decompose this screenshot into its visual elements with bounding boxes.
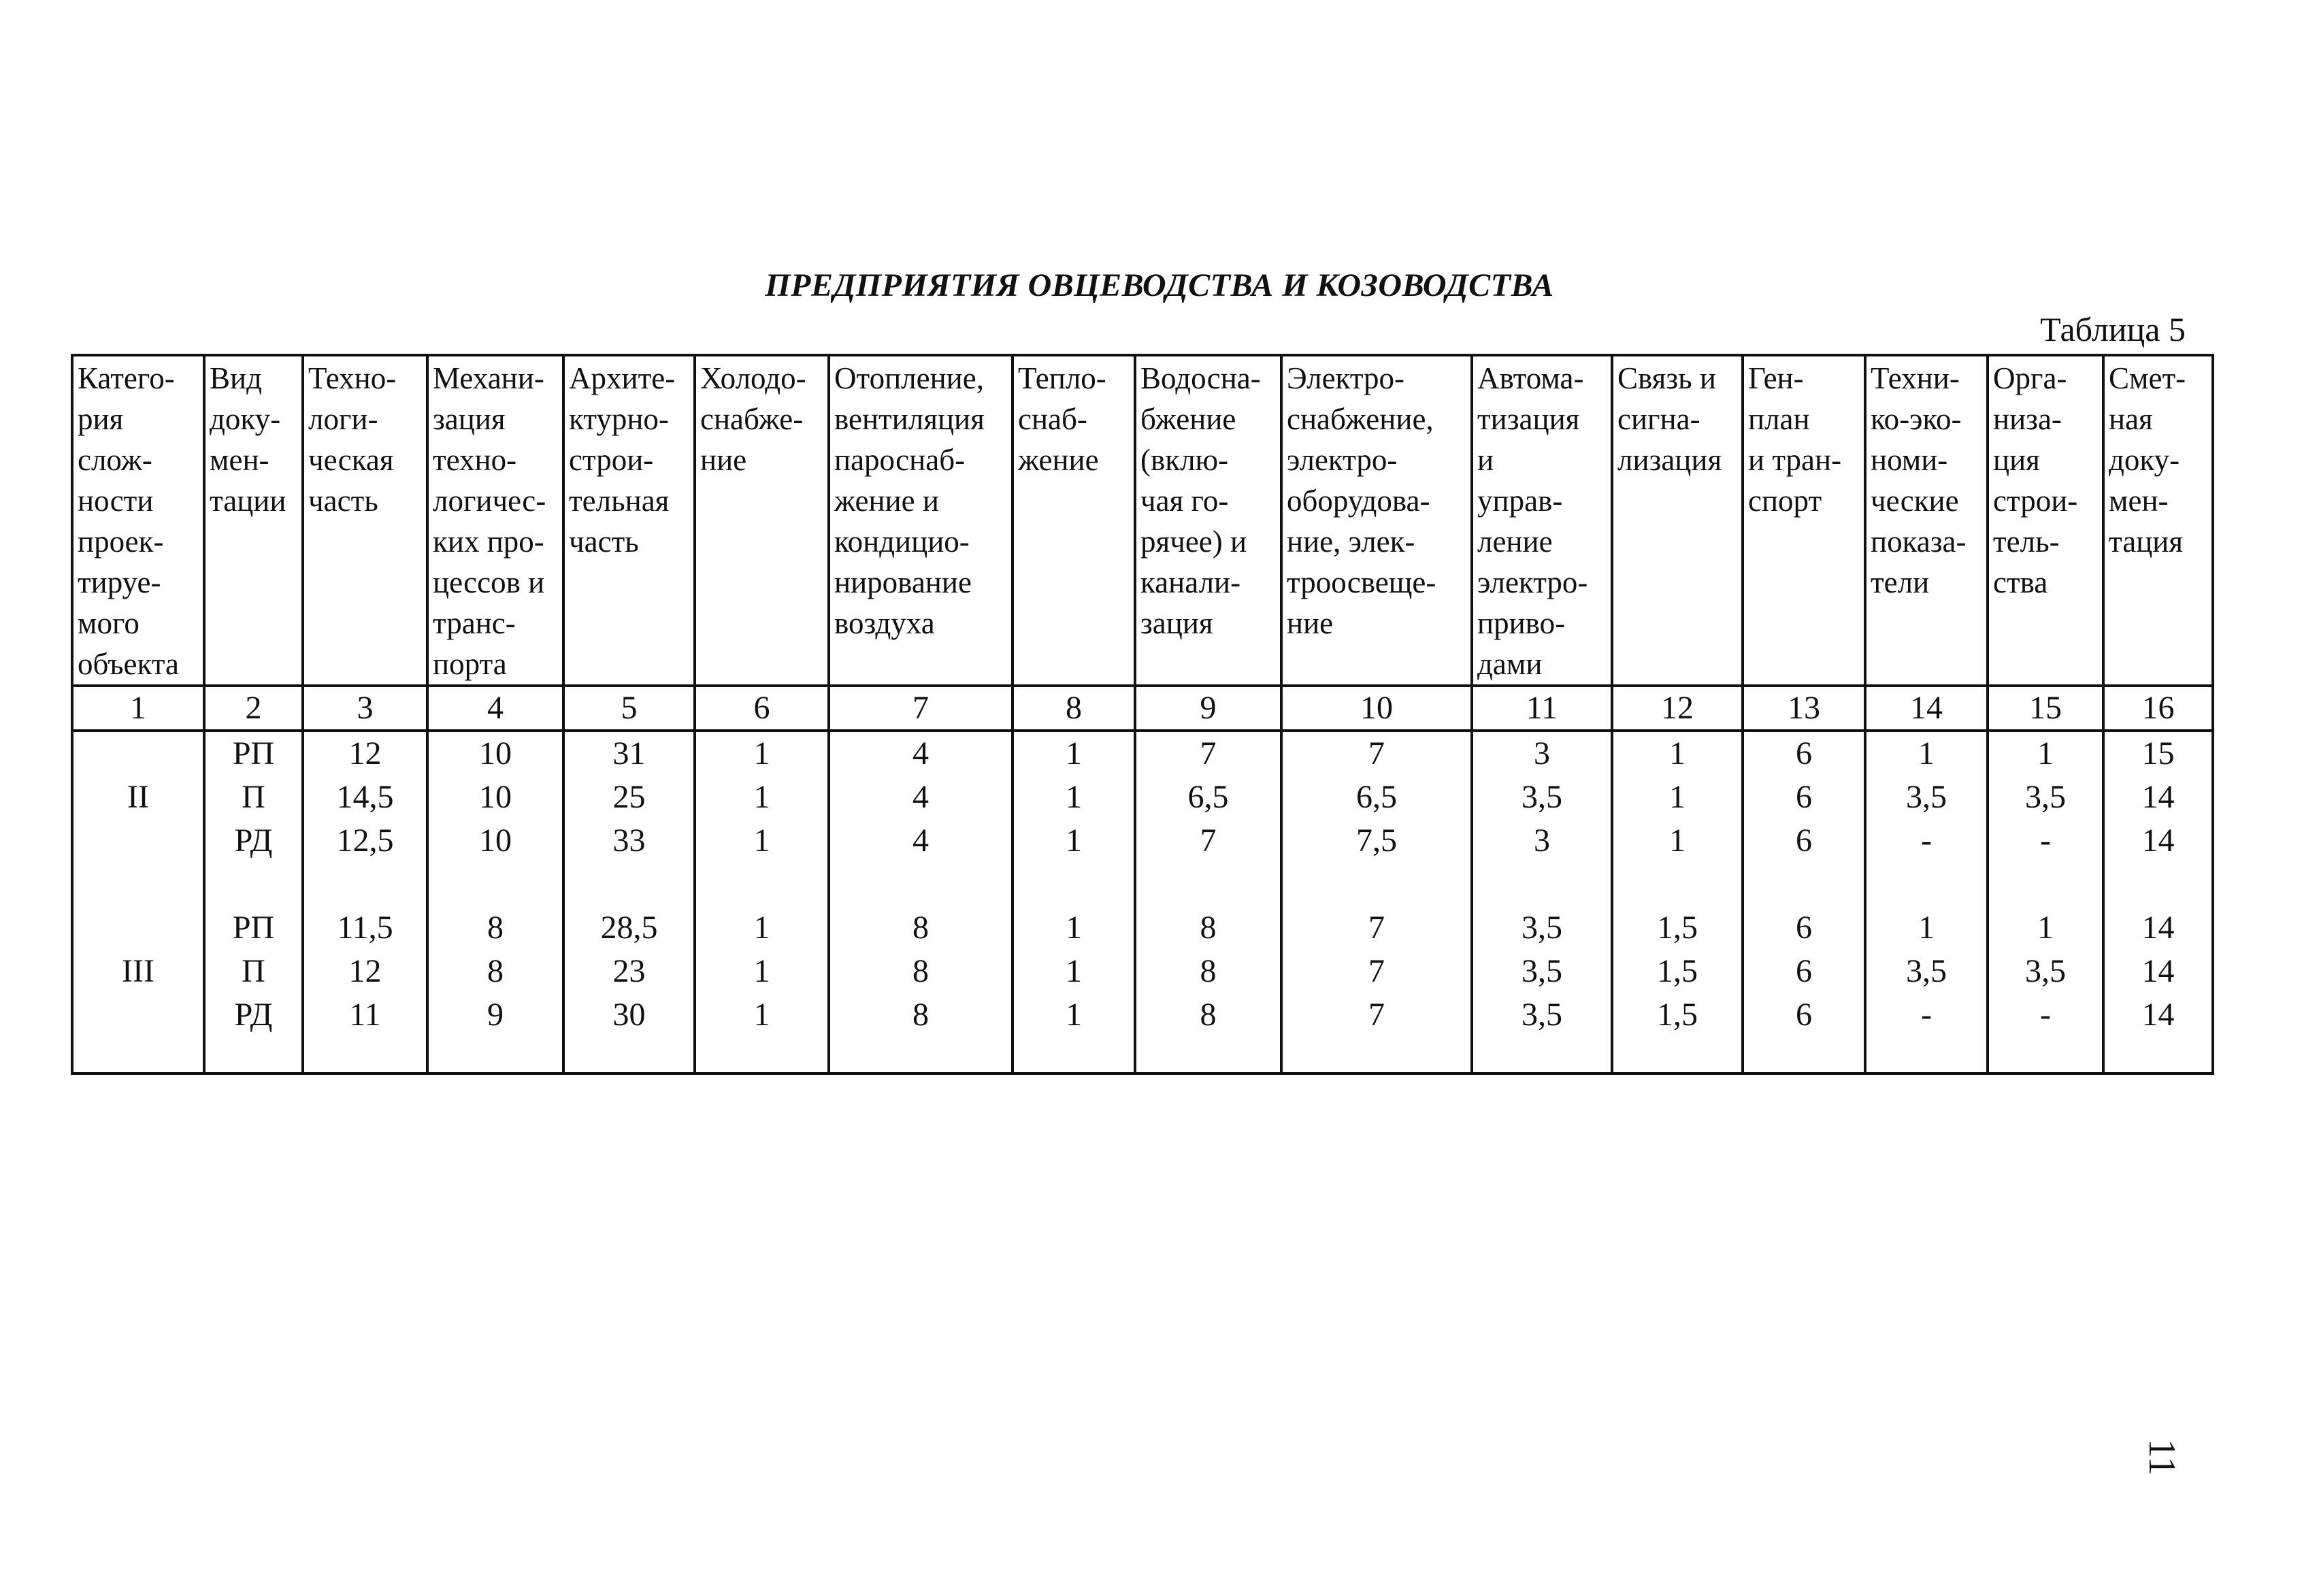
column-header-line: и — [1477, 443, 1494, 477]
column-header-line: Водосна- — [1140, 361, 1261, 395]
column-header-line: номи- — [1871, 443, 1948, 477]
column-header-line: ства — [1993, 565, 2048, 599]
category-label — [73, 819, 203, 863]
value-column-6 — [695, 731, 829, 1074]
table-cell: 1 — [1066, 735, 1082, 771]
column-header-line: логи- — [308, 402, 378, 436]
column-header-line: проек- — [78, 525, 164, 559]
table-cell: 1 — [753, 997, 770, 1033]
table-cell: РД — [234, 997, 273, 1033]
column-header-12 — [1612, 355, 1743, 686]
column-header-line: тируе- — [78, 565, 161, 599]
group-spacer — [1613, 863, 1741, 906]
table-cell: 10 — [479, 822, 512, 859]
column-header-line: Отопление, — [834, 361, 984, 395]
category-label — [73, 993, 203, 1037]
table-cell: 10 — [479, 779, 512, 815]
column-header-line: спорт — [1748, 484, 1822, 518]
table-cell: 1,5 — [1657, 953, 1698, 989]
table-cell: 3,5 — [1906, 779, 1947, 815]
column-header-line: канали- — [1140, 565, 1241, 599]
table-cell: 1 — [1066, 953, 1082, 989]
table-cell: 6,5 — [1187, 779, 1229, 815]
table-cell: 14 — [2141, 910, 2175, 946]
column-header-line: низа- — [1993, 402, 2062, 436]
table-cell: 8 — [912, 910, 929, 946]
table-cell: 1 — [1066, 910, 1082, 946]
column-header-line: ческие — [1871, 484, 1959, 518]
table-cell: 1 — [753, 822, 770, 859]
column-header-2 — [204, 355, 303, 686]
column-header-line: нирование — [834, 565, 972, 599]
column-header-line: оборудова- — [1287, 484, 1430, 518]
table-cell: - — [1921, 997, 1932, 1033]
column-header-10 — [1281, 355, 1472, 686]
column-header-16 — [2103, 355, 2213, 686]
category-label: II — [127, 779, 149, 815]
table-cell: 7 — [1200, 822, 1217, 859]
table-cell: 1 — [753, 735, 770, 771]
table-cell: 3,5 — [1522, 953, 1562, 989]
column-header-line: ление — [1477, 525, 1553, 559]
value-column-4 — [427, 731, 563, 1074]
column-header-line: электро- — [1477, 565, 1588, 599]
table-cell: 6,5 — [1356, 779, 1397, 815]
value-column-8 — [1013, 731, 1135, 1074]
table-cell: 4 — [912, 735, 929, 771]
group-spacer — [2105, 863, 2211, 906]
table-cell: 14 — [2141, 953, 2175, 989]
column-header-line: пароснаб- — [834, 443, 966, 477]
column-header-line: Вид — [210, 361, 262, 395]
column-header-5 — [563, 355, 695, 686]
column-header-line: тация — [2109, 525, 2184, 559]
table-cell: 1 — [2037, 735, 2054, 771]
data-table — [71, 354, 2214, 1075]
column-header-line: строи- — [569, 443, 654, 477]
table-cell: 7 — [1200, 735, 1217, 771]
table-cell: - — [1921, 822, 1932, 859]
group-spacer — [1136, 863, 1280, 906]
table-cell: 7 — [1368, 953, 1385, 989]
table-cell: 30 — [612, 997, 646, 1033]
category-label — [73, 732, 203, 776]
column-header-line: Орга- — [1993, 361, 2067, 395]
column-header-line: Связь и — [1617, 361, 1716, 395]
table-cell: - — [2040, 822, 2051, 859]
table-cell: 15 — [2141, 735, 2175, 771]
column-header-line: показа- — [1871, 525, 1967, 559]
table-cell: 1 — [1669, 735, 1685, 771]
table-cell: 1 — [1066, 779, 1082, 815]
value-column-12 — [1612, 731, 1743, 1074]
column-header-line: снабже- — [700, 402, 804, 436]
column-number-2: 2 — [204, 686, 303, 731]
column-header-line: рячее) и — [1140, 525, 1247, 559]
table-cell: 8 — [1200, 910, 1217, 946]
table-cell: 1 — [753, 910, 770, 946]
group-spacer — [304, 863, 426, 906]
column-header-line: Техни- — [1871, 361, 1960, 395]
table-cell: 3,5 — [2025, 779, 2066, 815]
column-header-line: объекта — [78, 647, 179, 681]
group-spacer — [1473, 863, 1611, 906]
column-header-line: Архите- — [569, 361, 676, 395]
column-header-line: Катего- — [78, 361, 175, 395]
group-spacer — [1866, 863, 1986, 906]
table-cell: 1 — [1918, 735, 1935, 771]
value-column-11 — [1472, 731, 1612, 1074]
table-cell: 1,5 — [1657, 910, 1698, 946]
table-cell: 25 — [612, 779, 646, 815]
column-header-15 — [1988, 355, 2103, 686]
group-spacer — [205, 863, 301, 906]
table-cell: 7 — [1368, 735, 1385, 771]
table-cell: РД — [234, 822, 273, 859]
column-header-line: управ- — [1477, 484, 1563, 518]
column-header-line: логичес- — [433, 484, 546, 518]
column-header-line: жение и — [834, 484, 939, 518]
table-cell: 8 — [1200, 953, 1217, 989]
category-label: III — [122, 953, 154, 989]
table-cell: 6 — [1796, 910, 1812, 946]
column-header-line: ческая — [308, 443, 394, 477]
table-cell: 4 — [912, 822, 929, 859]
column-number-11: 11 — [1472, 686, 1612, 731]
column-header-line: ние — [700, 443, 747, 477]
column-header-line: лизация — [1617, 443, 1722, 477]
value-column-16 — [2103, 731, 2213, 1074]
group-spacer — [696, 863, 827, 906]
table-cell: 7 — [1368, 997, 1385, 1033]
column-header-line: часть — [569, 525, 639, 559]
table-cell: 6 — [1796, 822, 1812, 859]
column-header-line: мого — [78, 606, 139, 640]
column-header-line: Техно- — [308, 361, 397, 395]
column-header-line: транс- — [433, 606, 516, 640]
column-header-3 — [303, 355, 427, 686]
column-header-line: бжение — [1140, 402, 1236, 436]
column-header-line: (вклю- — [1140, 443, 1229, 477]
value-column-14 — [1865, 731, 1988, 1074]
column-header-line: слож- — [78, 443, 152, 477]
value-column-10 — [1281, 731, 1472, 1074]
table-cell: 11 — [349, 997, 381, 1033]
table-cell: 3,5 — [1522, 997, 1562, 1033]
table-cell: 7 — [1368, 910, 1385, 946]
column-number-14: 14 — [1865, 686, 1988, 731]
table-cell: 1 — [1918, 910, 1935, 946]
table-cell: 28,5 — [600, 910, 658, 946]
column-header-line: строи- — [1993, 484, 2078, 518]
table-cell: 12 — [348, 735, 382, 771]
column-number-8: 8 — [1013, 686, 1135, 731]
page-number: 11 — [2140, 1439, 2183, 1476]
column-header-line: воздуха — [834, 606, 935, 640]
value-column-9 — [1135, 731, 1281, 1074]
group-spacer — [1283, 863, 1470, 906]
table-cell: 14 — [2141, 822, 2175, 859]
column-header-line: Электро- — [1287, 361, 1405, 395]
value-column-15 — [1988, 731, 2103, 1074]
page-title: ПРЕДПРИЯТИЯ ОВЦЕВОДСТВА И КОЗОВОДСТВА — [765, 267, 1554, 303]
table-cell: 3,5 — [1522, 910, 1562, 946]
group-spacer — [1989, 863, 2102, 906]
column-header-4 — [427, 355, 563, 686]
column-header-line: сигна- — [1617, 402, 1700, 436]
column-header-line: снабжение, — [1287, 402, 1434, 436]
column-header-line: кондицио- — [834, 525, 970, 559]
table-cell: 1 — [753, 953, 770, 989]
table-cell: 6 — [1796, 953, 1812, 989]
table-cell: 3,5 — [1522, 779, 1562, 815]
column-header-line: снаб- — [1018, 402, 1087, 436]
value-column-3 — [303, 731, 427, 1074]
table-cell: 1 — [753, 779, 770, 815]
column-number-1: 1 — [72, 686, 204, 731]
column-header-line: доку- — [2109, 443, 2180, 477]
column-header-line: Смет- — [2109, 361, 2186, 395]
table-cell: 1,5 — [1657, 997, 1698, 1033]
table-cell: 14 — [2141, 779, 2175, 815]
column-number-13: 13 — [1743, 686, 1865, 731]
column-number-7: 7 — [829, 686, 1013, 731]
category-label — [73, 906, 203, 950]
column-header-line: чая го- — [1140, 484, 1229, 518]
group-spacer — [73, 863, 203, 906]
column-header-6 — [695, 355, 829, 686]
column-header-line: план — [1748, 402, 1810, 436]
table-cell: 8 — [1200, 997, 1217, 1033]
table-cell: 9 — [487, 997, 504, 1033]
group-spacer — [830, 863, 1011, 906]
column-header-line: ности — [78, 484, 154, 518]
value-column-13 — [1743, 731, 1865, 1074]
column-header-line: ние, элек- — [1287, 525, 1415, 559]
column-header-line: цессов и — [433, 565, 545, 599]
table-cell: 33 — [612, 822, 646, 859]
table-cell: 8 — [912, 997, 929, 1033]
column-header-line: тель- — [1993, 525, 2060, 559]
column-header-line: ная — [2109, 402, 2153, 436]
column-header-9 — [1135, 355, 1281, 686]
table-cell: 6 — [1796, 997, 1812, 1033]
column-header-line: ких про- — [433, 525, 544, 559]
column-header-line: ко-эко- — [1871, 402, 1962, 436]
table-cell: П — [242, 953, 265, 989]
group-spacer — [565, 863, 693, 906]
group-spacer — [1744, 863, 1864, 906]
column-header-line: тели — [1871, 565, 1930, 599]
table-cell: 6 — [1796, 735, 1812, 771]
table-cell: 3 — [1534, 822, 1550, 859]
column-header-line: ние — [1287, 606, 1334, 640]
category-column — [72, 731, 204, 1074]
column-header-line: тельная — [569, 484, 670, 518]
table-cell: 3,5 — [1906, 953, 1947, 989]
column-header-line: жение — [1018, 443, 1099, 477]
column-header-line: тации — [210, 484, 286, 518]
column-header-line: Механи- — [433, 361, 544, 395]
table-cell: 8 — [487, 910, 504, 946]
column-header-7 — [829, 355, 1013, 686]
table-cell: - — [2040, 997, 2051, 1033]
table-cell: 1 — [1066, 822, 1082, 859]
column-header-14 — [1865, 355, 1988, 686]
column-number-4: 4 — [427, 686, 563, 731]
column-header-line: ция — [1993, 443, 2040, 477]
table-cell: 6 — [1796, 779, 1812, 815]
table-cell: 12 — [348, 953, 382, 989]
column-header-line: приво- — [1477, 606, 1566, 640]
column-number-15: 15 — [1988, 686, 2103, 731]
column-header-8 — [1013, 355, 1135, 686]
column-header-line: порта — [433, 647, 507, 681]
column-header-line: Ген- — [1748, 361, 1804, 395]
column-header-line: часть — [308, 484, 378, 518]
column-header-13 — [1743, 355, 1865, 686]
table-cell: 3,5 — [2025, 953, 2066, 989]
table-cell: 1 — [1066, 997, 1082, 1033]
column-header-11 — [1472, 355, 1612, 686]
column-header-line: техно- — [433, 443, 517, 477]
table-cell: 14,5 — [336, 779, 394, 815]
group-spacer — [429, 863, 562, 906]
column-header-line: и тран- — [1748, 443, 1842, 477]
column-number-12: 12 — [1612, 686, 1743, 731]
table-cell: 1 — [2037, 910, 2054, 946]
column-number-6: 6 — [695, 686, 829, 731]
column-header-line: мен- — [210, 443, 269, 477]
column-header-line: рия — [78, 402, 124, 436]
table-cell: 1 — [1669, 822, 1685, 859]
column-header-line: Тепло- — [1018, 361, 1106, 395]
column-header-1 — [72, 355, 204, 686]
column-header-line: Автома- — [1477, 361, 1584, 395]
column-number-10: 10 — [1281, 686, 1472, 731]
column-number-9: 9 — [1135, 686, 1281, 731]
table-cell: 23 — [612, 953, 646, 989]
column-number-16: 16 — [2103, 686, 2213, 731]
column-header-line: Холодо- — [700, 361, 806, 395]
group-spacer — [1014, 863, 1134, 906]
table-label: Таблица 5 — [2040, 310, 2186, 348]
column-header-line: тизация — [1477, 402, 1580, 436]
table-cell: 8 — [487, 953, 504, 989]
value-column-7 — [829, 731, 1013, 1074]
column-number-3: 3 — [303, 686, 427, 731]
table-cell: 1 — [1669, 779, 1685, 815]
table-cell: П — [242, 779, 265, 815]
column-header-line: троосвеще- — [1287, 565, 1436, 599]
column-header-line: доку- — [210, 402, 281, 436]
value-column-5 — [563, 731, 695, 1074]
column-header-line: ктурно- — [569, 402, 669, 436]
table-cell: РП — [232, 735, 275, 771]
table-cell: РП — [232, 910, 275, 946]
column-header-line: зация — [1140, 606, 1213, 640]
column-header-line: мен- — [2109, 484, 2169, 518]
table-cell: 3 — [1534, 735, 1550, 771]
table-cell: 31 — [612, 735, 646, 771]
table-cell: 12,5 — [336, 822, 394, 859]
table-cell: 7,5 — [1356, 822, 1397, 859]
column-header-line: зация — [433, 402, 506, 436]
table-cell: 4 — [912, 779, 929, 815]
column-header-line: вентиляция — [834, 402, 985, 436]
column-number-5: 5 — [563, 686, 695, 731]
value-column-2 — [204, 731, 303, 1074]
column-header-line: электро- — [1287, 443, 1398, 477]
column-header-line: дами — [1477, 647, 1543, 681]
table-cell: 8 — [912, 953, 929, 989]
table-cell: 11,5 — [337, 910, 393, 946]
table-cell: 14 — [2141, 997, 2175, 1033]
table-cell: 10 — [479, 735, 512, 771]
